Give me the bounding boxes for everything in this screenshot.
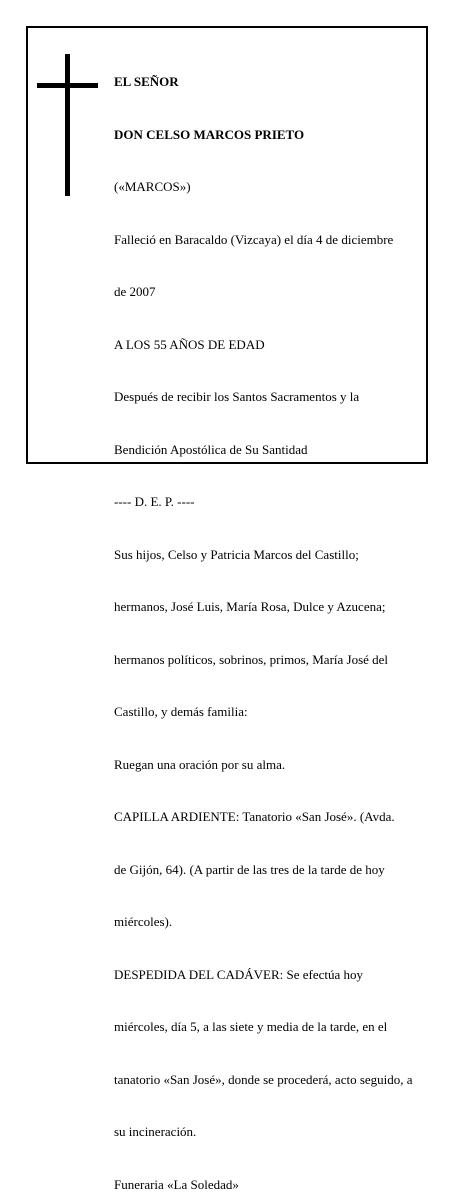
cross-icon-bar [37, 83, 98, 88]
notice-title: EL SEÑOR [114, 74, 179, 89]
notice-line: de 2007 [114, 284, 156, 299]
notice-line: CAPILLA ARDIENTE: Tanatorio «San José». (Avda. [114, 809, 395, 824]
notice-line: DESPEDIDA DEL CADÁVER: Se efectúa hoy [114, 966, 364, 982]
notice-line: miércoles). [114, 914, 173, 929]
notice-line: hermanos políticos, sobrinos, primos, María José del [114, 651, 389, 667]
notice-line: ---- D. E. P. ---- [114, 494, 195, 509]
notice-line: A LOS 55 AÑOS DE EDAD [114, 336, 265, 352]
notice-line: miércoles, día 5, a las siete y media de la tarde, en el [114, 1019, 388, 1034]
notice-line: Castillo, y demás familia: [114, 704, 248, 719]
notice-line: tanatorio «San José», donde se procederá, acto seguido, a [114, 1071, 413, 1087]
cross-icon [65, 54, 70, 196]
notice-line: su incineración. [114, 1124, 197, 1139]
notice-line: Falleció en Baracaldo (Vizcaya) el día 4 de diciembre [114, 231, 394, 247]
notice-line: hermanos, José Luis, María Rosa, Dulce y Azucena; [114, 599, 386, 614]
notice-line: Sus hijos, Celso y Patricia Marcos del Castillo; [114, 546, 359, 562]
obituary-text [114, 38, 464, 1200]
notice-line: Después de recibir los Santos Sacramentos y la [114, 389, 360, 404]
notice-line: Ruegan una oración por su alma. [114, 756, 286, 772]
notice-line: Bendición Apostólica de Su Santidad [114, 441, 308, 457]
notice-line: de Gijón, 64). (A partir de las tres de la tarde de hoy [114, 861, 385, 877]
notice-line: («MARCOS») [114, 179, 191, 194]
deceased-name: DON CELSO MARCOS PRIETO [114, 126, 305, 142]
notice-line: Funeraria «La Soledad» [114, 1176, 239, 1192]
